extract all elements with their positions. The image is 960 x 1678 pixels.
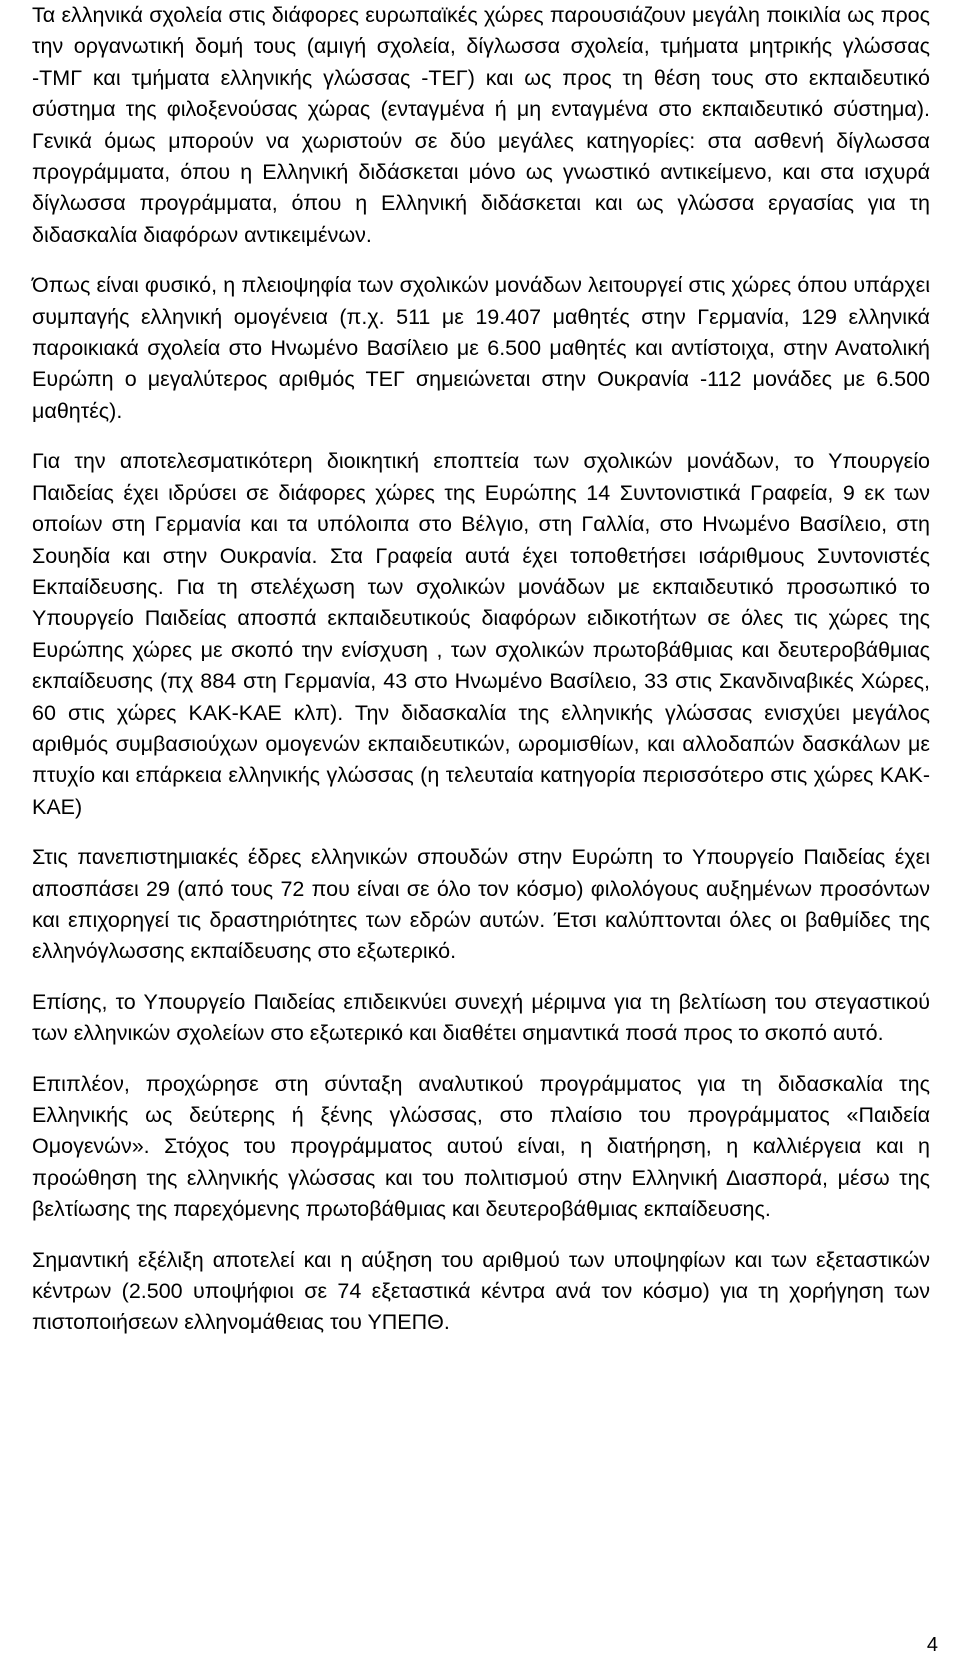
paragraph-coordination-offices: Για την αποτελεσματικότερη διοικητική εποπτεία των σχολικών μονάδων, το Υπουργείο Παιδείας έχει ιδρύσει σε διάφορες χώρες της Ευρώπης 14 Συντονιστικά Γραφεία, 9 εκ των οποίων στη Γερμανία και τα υπόλοιπα στο Βέλγιο, στη Γαλλία, στο Ηνωμένο Βασίλειο, στη Σουηδία και στην Ουκρανία. Στα Γραφεία αυτά έχει τοποθετήσει ισάριθμους Συντονιστές Εκπαίδευσης. Για τη στελέχωση των σχολικών μονάδων με εκπαιδευτικό προσωπικό το Υπουργείο Παιδείας αποσπά εκπαιδευτικούς διαφόρων ειδικοτήτων σε όλες τις χώρες της Ευρώπης χώρες με σκοπό την ενίσχυση , των σχολικών πρωτοβάθμιας και δευτεροβάθμιας εκπαίδευσης (πχ 884 στη Γερμανία, 43 στο Ηνωμένο Βασίλειο, 33 στις Σκανδιναβικές Χώρες, 60 στις χώρες ΚΑΚ-ΚΑΕ κλπ). Την διδασκαλία της ελληνικής γλώσσας ενισχύει μεγάλος αριθμός συμβασιούχων ομογενών εκπαιδευτικών, ωρομισθίων, και αλλοδαπών δασκάλων με πτυχίο και επάρκεια ελληνικής γλώσσας (η τελευταία κατηγορία περισσότερο στις χώρες ΚΑΚ-ΚΑΕ): [32, 449, 930, 819]
document-body: [32, 0, 930, 1339]
paragraph-certification-growth: Σημαντική εξέλιξη αποτελεί και η αύξηση του αριθμού των υποψηφίων και των εξεταστικών κέντρων (2.500 υποψήφιοι σε 74 εξεταστικά κέντρα ανά τον κόσμο) για τη χορήγηση των πιστοποιήσεων ελληνομάθειας του ΥΠΕΠΘ.: [32, 1247, 930, 1335]
page-number: 4: [926, 1634, 938, 1656]
paragraph-greek-schools-overview: Τα ελληνικά σχολεία στις διάφορες ευρωπαϊκές χώρες παρουσιάζουν μεγάλη ποικιλία ως προς την οργανωτική δομή τους (αμιγή σχολεία, δίγλωσσα σχολεία, τμήματα μητρικής γλώσσας -ΤΜΓ και τμήματα ελληνικής γλώσσας -ΤΕΓ) και ως προς τη θέση τους στο εκπαιδευτικό σύστημα της φιλοξενούσας χώρας (ενταγμένα ή μη ενταγμένα στο εκπαιδευτικό σύστημα). Γενικά όμως μπορούν να χωριστούν σε δύο μεγάλες κατηγορίες: στα ασθενή δίγλωσσα προγράμματα, όπου η Ελληνική διδάσκεται μόνο ως γνωστικό αντικείμενο, και στα ισχυρά δίγλωσσα προγράμματα, όπου η Ελληνική διδάσκεται και ως γλώσσα εργασίας για τη διδασκαλία διαφόρων αντικειμένων.: [32, 3, 930, 247]
paragraph-school-housing: Επίσης, το Υπουργείο Παιδείας επιδεικνύει συνεχή μέριμνα για τη βελτίωση του στεγαστικού των ελληνικών σχολείων στο εξωτερικό και διαθέτει σημαντικά ποσά προς το σκοπό αυτό.: [32, 989, 930, 1046]
paragraph-university-chairs: Στις πανεπιστημιακές έδρες ελληνικών σπουδών στην Ευρώπη το Υπουργείο Παιδείας έχει αποσπάσει 29 (από τους 72 που είναι σε όλο τον κόσμο) φιλολόγους αυξημένων προσόντων και επιχορηγεί τις δραστηριότητες των εδρών αυτών. Έτσι καλύπτονται όλες οι βαθμίδες της ελληνόγλωσσης εκπαίδευσης στο εξωτερικό.: [32, 845, 930, 964]
paragraph-school-units-distribution: Όπως είναι φυσικό, η πλειοψηφία των σχολικών μονάδων λειτουργεί στις χώρες όπου υπάρχει συμπαγής ελληνική ομογένεια (π.χ. 511 με 19.407 μαθητές στην Γερμανία, 129 ελληνικά παροικιακά σχολεία στο Ηνωμένο Βασίλειο με 6.500 μαθητές και αντίστοιχα, στην Ανατολική Ευρώπη ο μεγαλύτερος αριθμός ΤΕΓ σημειώνεται στην Ουκρανία -112 μονάδες με 6.500 μαθητές).: [32, 273, 930, 423]
paragraph-curriculum-program: Επιπλέον, προχώρησε στη σύνταξη αναλυτικού προγράμματος για τη διδασκαλία της Ελληνικής ως δεύτερης ή ξένης γλώσσας, στο πλαίσιο του προγράμματος «Παιδεία Ομογενών». Στόχος του προγράμματος αυτού είναι, η διατήρηση, η καλλιέργεια και η προώθηση της ελληνικής γλώσσας και του πολιτισμού στην Ελληνική Διασπορά, μέσω της βελτίωσης της παρεχόμενης πρωτοβάθμιας και δευτεροβάθμιας εκπαίδευσης.: [32, 1071, 930, 1222]
